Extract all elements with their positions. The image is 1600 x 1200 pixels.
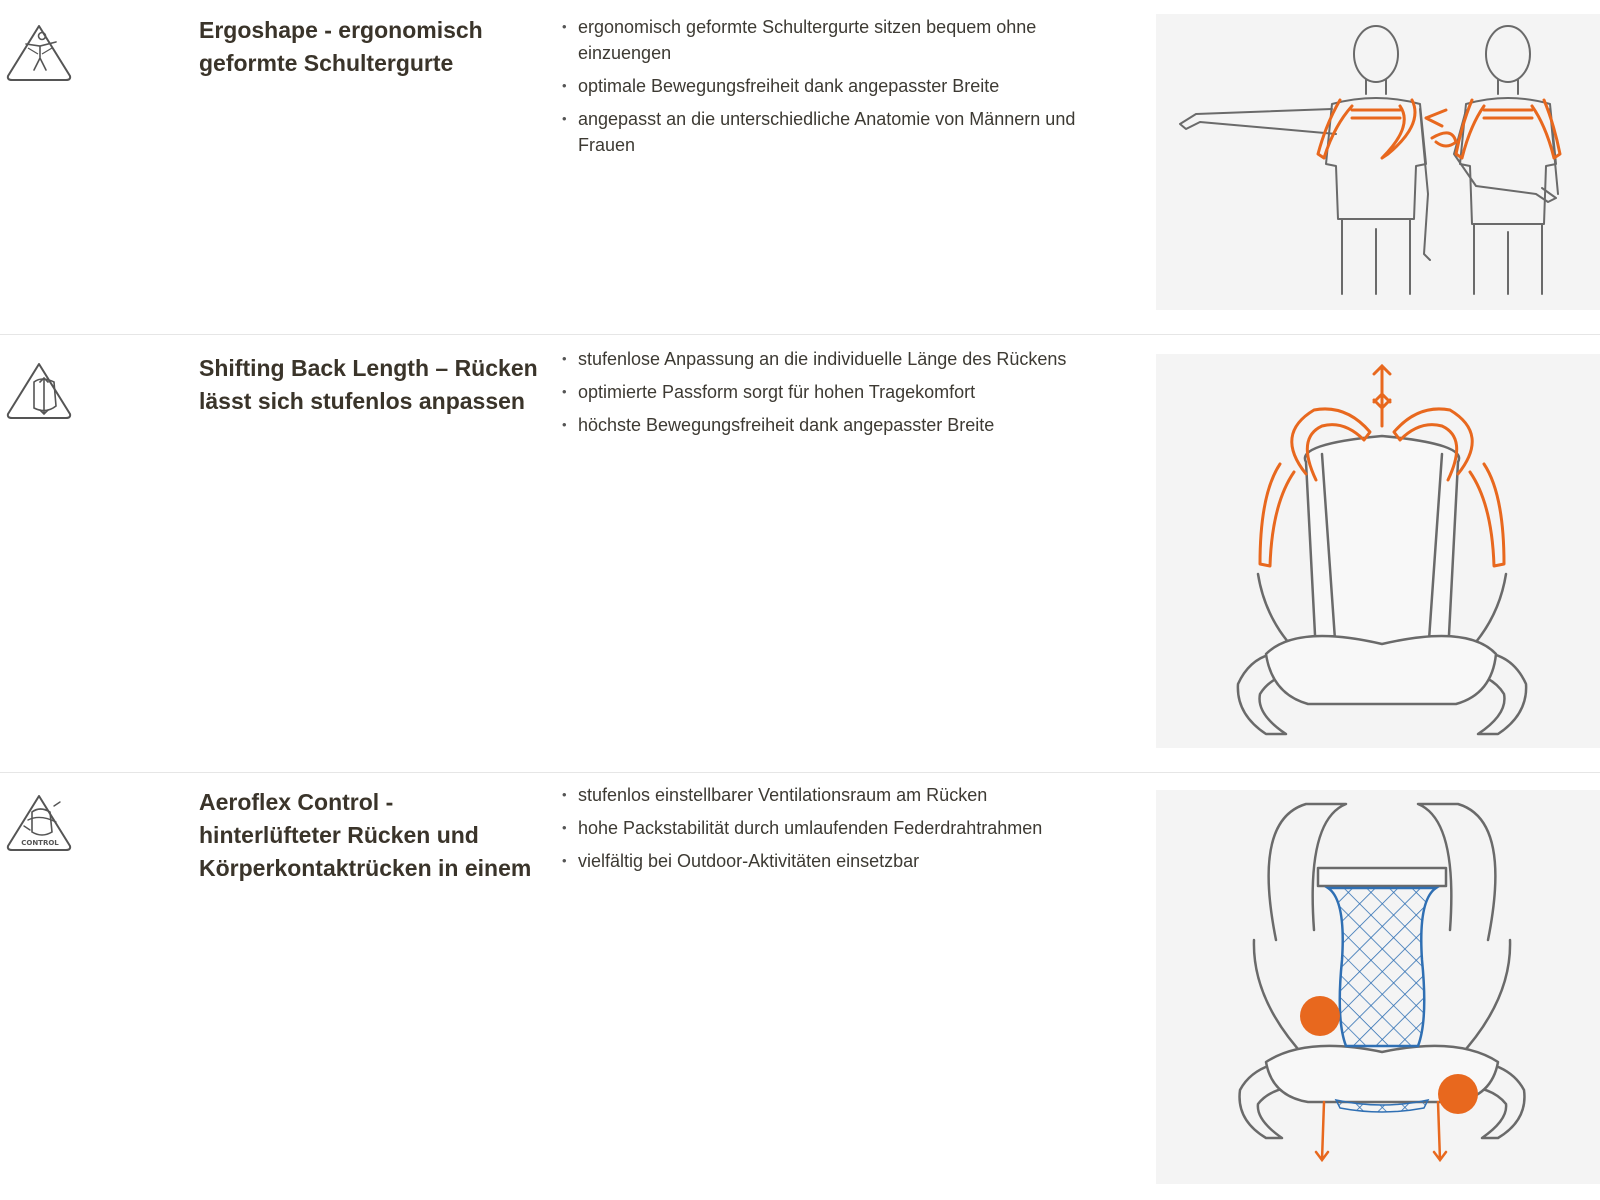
list-item: • ergonomisch geformte Schultergurte sitzen bequem ohne einzuengen	[562, 14, 1102, 66]
ergoshape-illustration	[1156, 14, 1600, 310]
feature-title: Aeroflex Control - hinterlüfteter Rücken und Körperkontaktrücken in einem	[199, 789, 532, 881]
feature-aeroflex-control	[0, 772, 1600, 1200]
aeroflex-control-illustration	[1156, 790, 1600, 1184]
backpack-back-length-image	[1156, 354, 1600, 748]
feature-bullets	[562, 346, 1102, 445]
list-item: • stufenlos einstellbarer Ventilationsraum am Rücken	[562, 782, 1102, 808]
feature-bullets	[562, 782, 1102, 881]
shoulder-strap-figures-image	[1156, 14, 1600, 310]
list-item: • hohe Packstabilität durch umlaufenden Federdrahtrahmen	[562, 815, 1102, 841]
shifting-back-length-icon	[4, 360, 74, 422]
list-item: • höchste Bewegungsfreiheit dank angepasster Breite	[562, 412, 1102, 438]
list-item: • vielfältig bei Outdoor-Aktivitäten einsetzbar	[562, 848, 1102, 874]
icon-label: CONTROL	[21, 839, 59, 847]
list-item: • optimierte Passform sorgt für hohen Tragekomfort	[562, 379, 1102, 405]
shifting-back-length-illustration	[1156, 354, 1600, 748]
list-item: • optimale Bewegungsfreiheit dank angepasster Breite	[562, 73, 1102, 99]
ergoshape-icon	[4, 22, 74, 84]
aeroflex-control-icon	[4, 792, 74, 854]
backpack-ventilation-image	[1156, 790, 1600, 1184]
feature-title: Shifting Back Length – Rücken lässt sich stufenlos anpassen	[199, 355, 538, 414]
feature-title: Ergoshape - ergonomisch geformte Schultergurte	[199, 17, 483, 76]
list-item: • angepasst an die unterschiedliche Anatomie von Männern und Frauen	[562, 106, 1102, 158]
feature-bullets	[562, 14, 1102, 165]
feature-shifting-back-length	[0, 334, 1600, 772]
feature-ergoshape	[0, 0, 1600, 334]
list-item: • stufenlose Anpassung an die individuelle Länge des Rückens	[562, 346, 1102, 372]
